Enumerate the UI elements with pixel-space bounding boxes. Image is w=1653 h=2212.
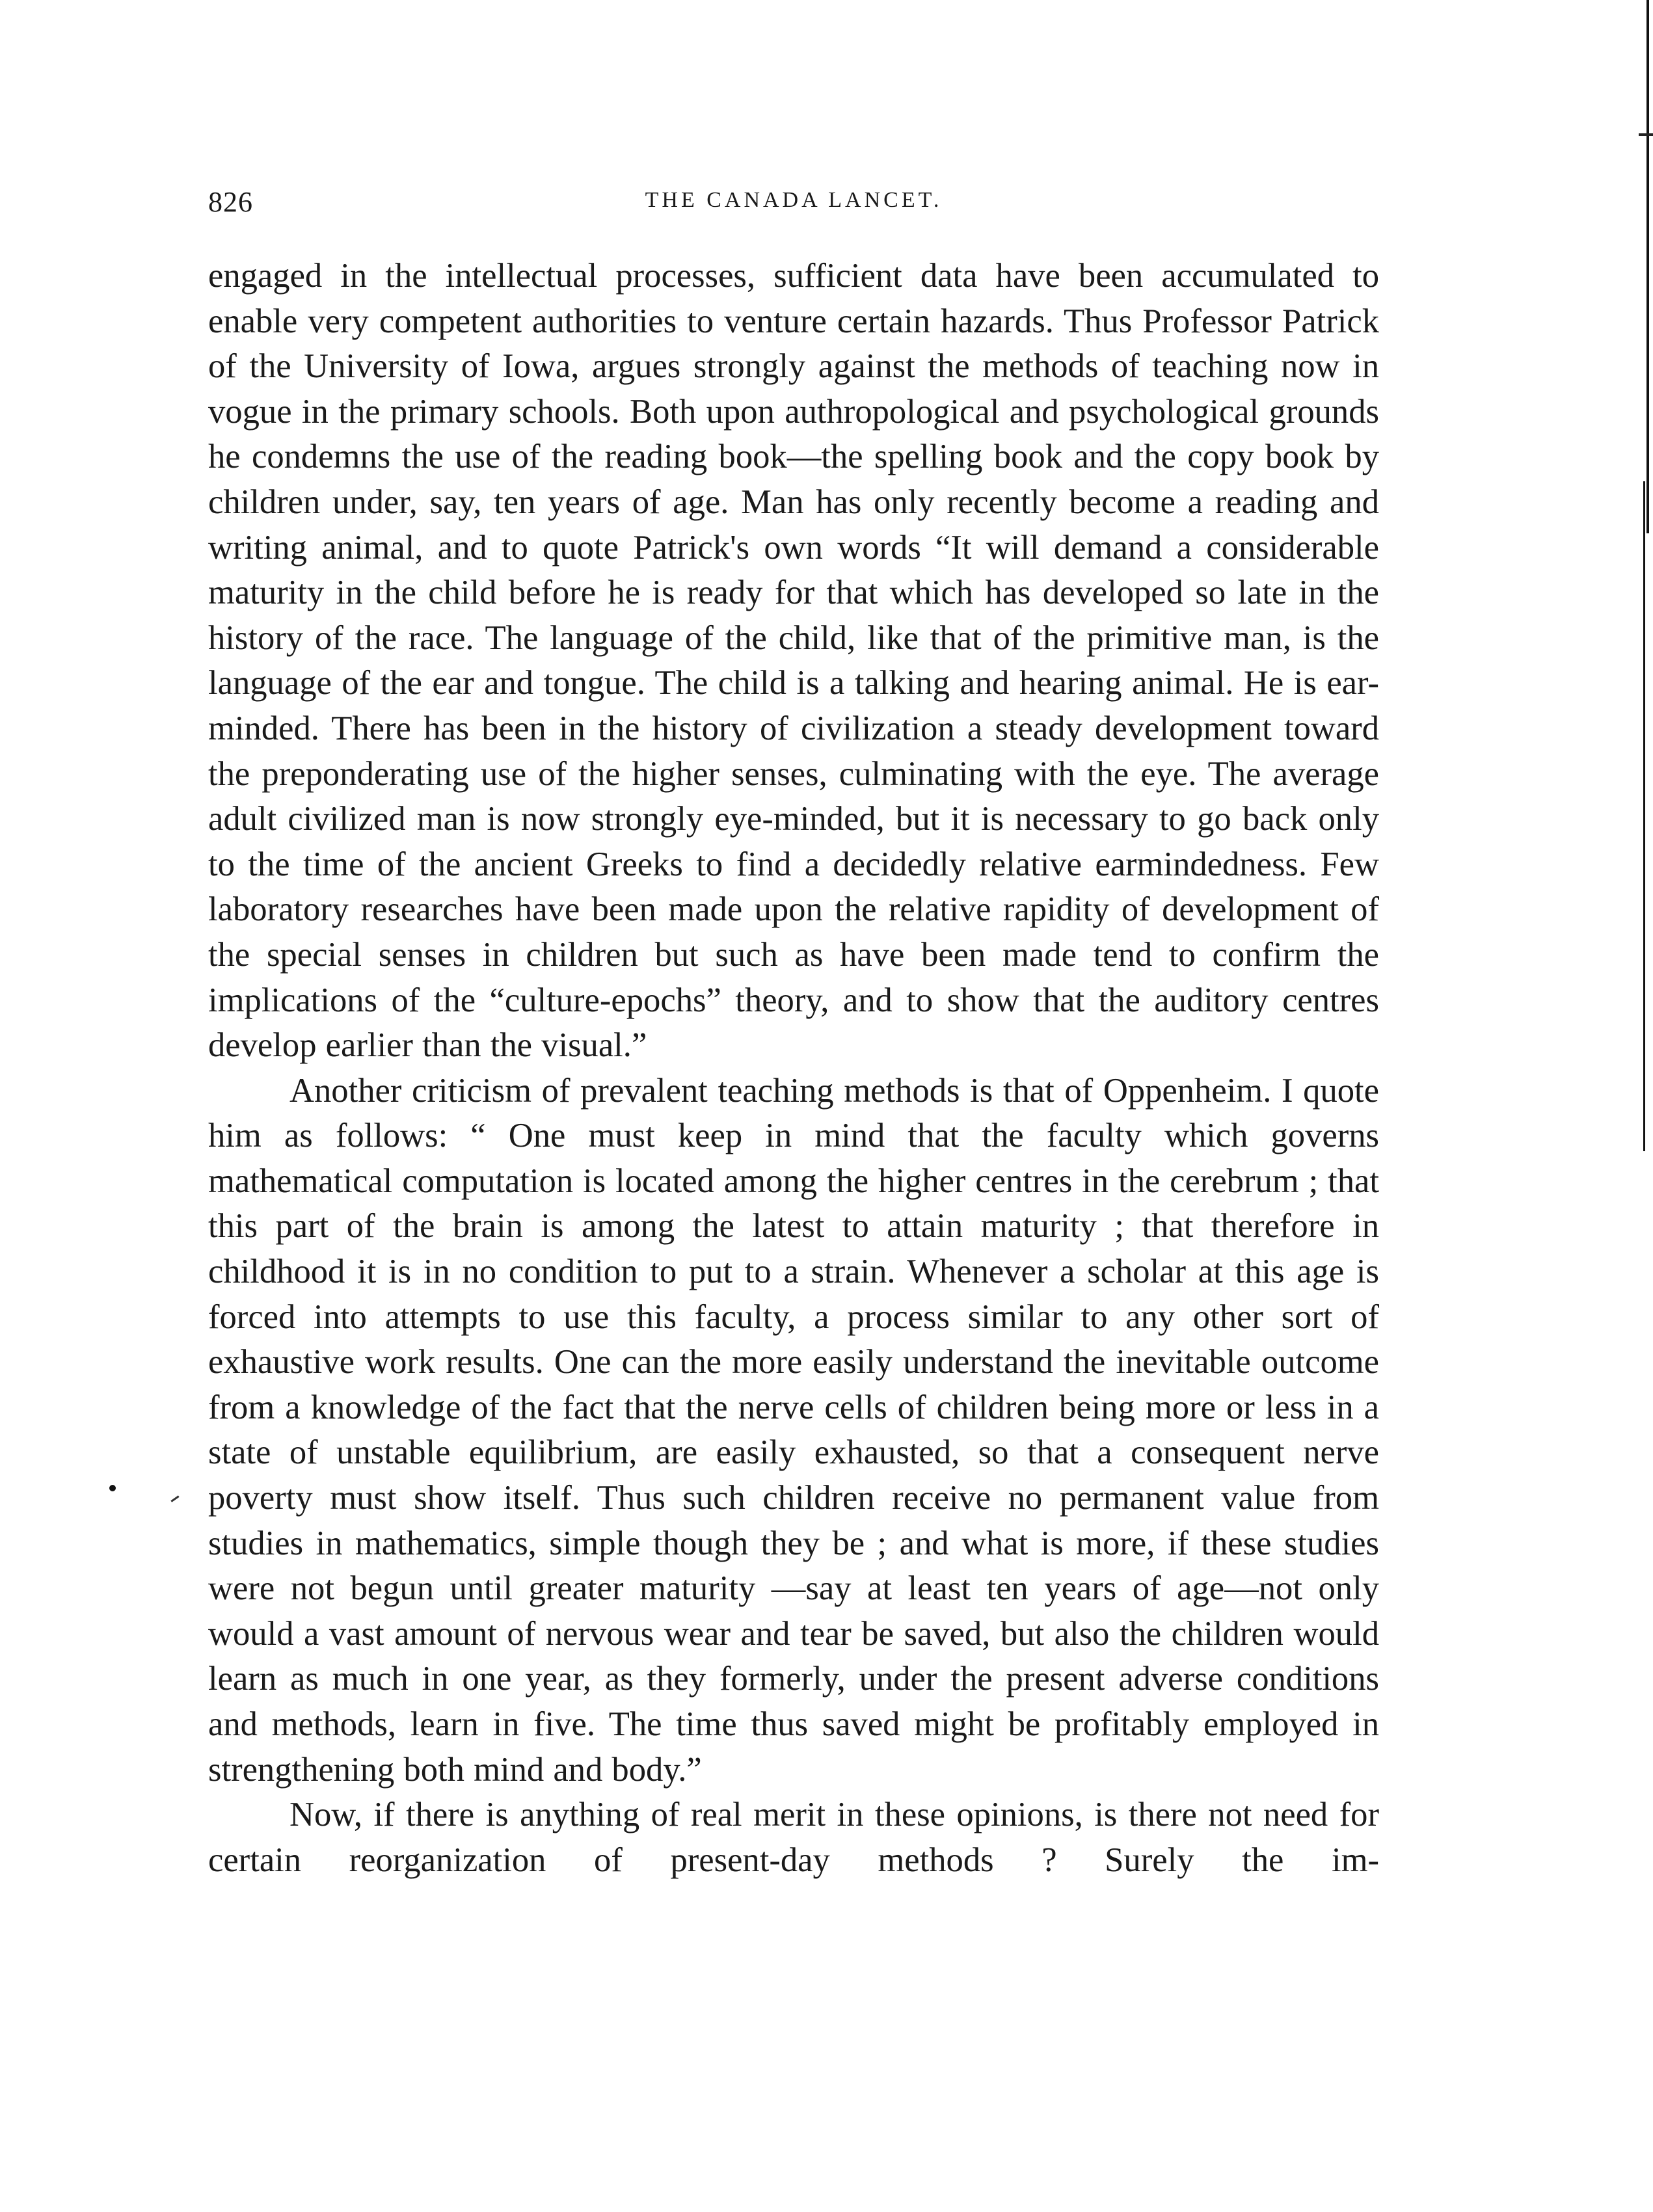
stray-dot-mark <box>109 1485 116 1491</box>
page-number: 826 <box>208 186 253 218</box>
paragraph-3: Now, if there is anything of real merit in these opinions, is there not need for certain reorganization of present-day methods ? Surely the im- <box>208 1796 1379 1879</box>
paragraph-2: Another criticism of prevalent teaching methods is that of Oppenheim. I quote him as follows: “ One must keep in mind that the faculty which governs mathematical computation is located among the higher centres in the cerebrum ; that this part of the brain is among the latest to attain maturity ; that therefore in childhood it is in no condition to put to a strain. Whenever a scholar at this age is forced into attempts to use this faculty, a process similar to any other sort of exhaustive work results. One can the more easily understand the inevitable outcome from a knowledge of the fact that the nerve cells of children being more or less in a state of unstable equilibrium, are easily exhausted, so that a consequent nerve poverty must show itself. Thus such children receive no permanent value from studies in mathematics, simple though they be ; and what is more, if these studies were not begun until greater maturity —say at least ten years of age—not only would a vast amount of nervous wear and tear be saved, but also the children would learn as much in one year, as they formerly, under the present adverse conditions and methods, learn in five. The time thus saved might be profitably employed in strengthening both mind and body.” <box>208 1071 1379 1789</box>
scan-edge-tick <box>1639 133 1653 136</box>
stray-dash-mark <box>170 1495 179 1502</box>
scan-edge-line <box>1643 481 1645 1151</box>
paragraph-1: engaged in the intellectual processes, sufficient data have been accumulated to enable very competent authorities to venture certain hazards. Thus Professor Patrick of the University of Iowa, argues strongly against the methods of teaching now in vogue in the primary schools. Both upon authropological and psychological grounds he condemns the use of the reading book—the spelling book and the copy book by children under, say, ten years of age. Man has only recently become a reading and writing animal, and to quote Patrick's own words “It will demand a considerable maturity in the child before he is ready for that which has developed so late in the history of the race. The language of the child, like that of the primitive man, is the language of the ear and tongue. The child is a talking and hearing animal. He is ear-minded. There has been in the history of civilization a steady development toward the preponderating use of the higher senses, culminating with the eye. The average adult civilized man is now strongly eye-minded, but it is necessary to go back only to the time of the ancient Greeks to find a decidedly relative earmindedness. Few laboratory researches have been made upon the relative rapidity of development of the special senses in children but such as have been made tend to confirm the implications of the “culture-epochs” theory, and to show that the auditory centres develop earlier than the visual.” <box>208 257 1379 1065</box>
scan-edge-line <box>1646 0 1649 533</box>
page-header <box>208 185 1379 231</box>
running-head: THE CANADA LANCET. <box>645 188 943 212</box>
body-text <box>208 254 1379 1883</box>
